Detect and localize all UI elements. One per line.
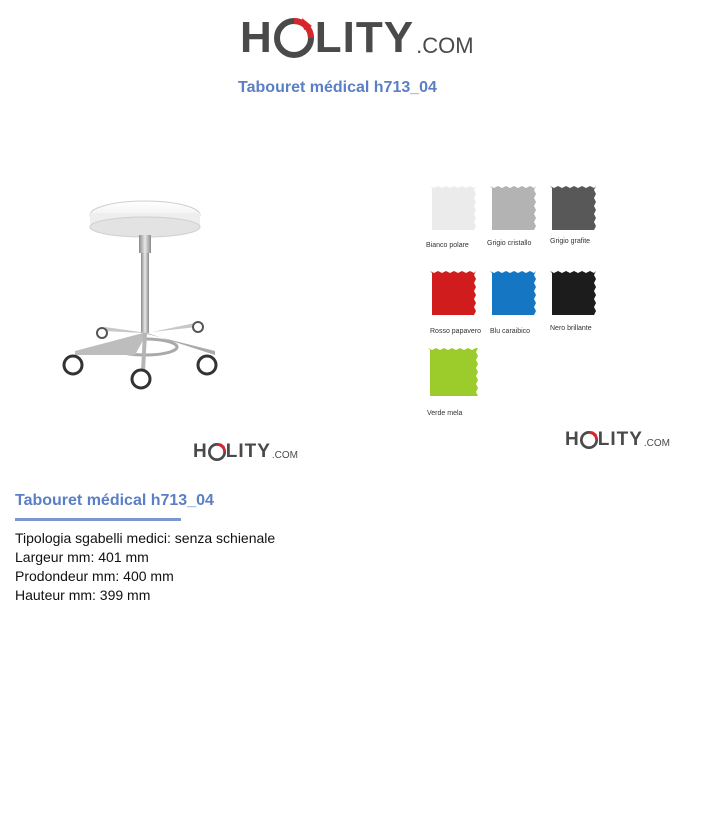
swatch-label: Grigio grafite xyxy=(550,238,591,245)
logo-domain: .COM xyxy=(271,450,299,461)
title-underline xyxy=(15,518,181,521)
swatch-rosso-papavero xyxy=(430,271,476,322)
spec-depth: Prodondeur mm: 400 mm xyxy=(15,568,174,584)
swatch-label: Blu caraibico xyxy=(490,328,531,335)
logo-o-icon xyxy=(208,442,226,464)
logo-letters: LITY xyxy=(597,429,643,450)
swatch-label: Grigio cristallo xyxy=(487,240,532,247)
swatch-blu-caraibico xyxy=(490,271,536,322)
holity-logo-small xyxy=(193,438,298,464)
logo-domain: .COM xyxy=(643,438,671,449)
swatch-label: Verde mela xyxy=(427,410,463,417)
swatch-grigio-cristallo xyxy=(490,186,536,237)
logo-letters: LITY xyxy=(314,13,415,62)
logo-letter-h: H xyxy=(193,441,208,462)
stool-image xyxy=(55,195,230,395)
logo-o-icon xyxy=(580,430,598,452)
swatch-label: Rosso papavero xyxy=(430,328,481,335)
swatch-label: Nero brillante xyxy=(550,325,592,332)
holity-logo[interactable] xyxy=(240,8,474,64)
swatch-verde-mela xyxy=(428,348,478,403)
spec-type: Tipologia sgabelli medici: senza schienale xyxy=(15,530,276,546)
product-title: Tabouret médical h713_04 xyxy=(15,492,214,509)
spec-width: Largeur mm: 401 mm xyxy=(15,549,149,565)
product-specs xyxy=(15,529,275,605)
swatch-nero-brillante xyxy=(550,271,596,322)
logo-letters: LITY xyxy=(225,441,271,462)
holity-logo-small-2 xyxy=(565,426,670,452)
swatch-grigio-grafite xyxy=(550,186,596,237)
color-swatches xyxy=(424,182,624,422)
swatch-bianco-polare xyxy=(430,186,476,237)
page-title: Tabouret médical h713_04 xyxy=(238,79,437,96)
logo-letter-h: H xyxy=(240,13,273,62)
logo-letter-h: H xyxy=(565,429,580,450)
spec-height: Hauteur mm: 399 mm xyxy=(15,587,151,603)
swatch-label: Bianco polare xyxy=(426,242,469,249)
logo-o-icon xyxy=(273,16,315,64)
logo-domain: .COM xyxy=(416,33,474,58)
